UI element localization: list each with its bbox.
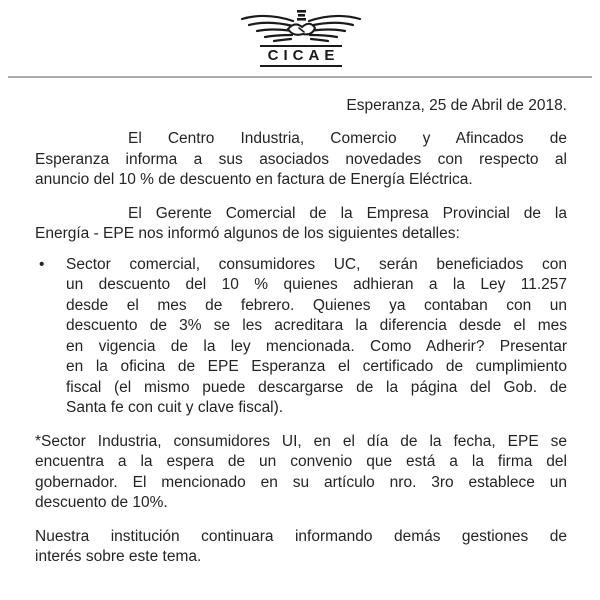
paragraph (35, 129, 567, 191)
text-line: interés sobre este tema. (35, 548, 202, 565)
text-line: Energía - EPE nos informó algunos de los siguientes detalles: (35, 225, 460, 242)
letterhead (35, 8, 567, 67)
paragraph (35, 527, 567, 568)
letterhead-divider (8, 76, 592, 78)
date-line: Esperanza, 25 de Abril de 2018. (346, 97, 567, 114)
text-line: Sector comercial, consumidores UC, serán beneficiados con (66, 255, 567, 273)
text-line: en la oficina de EPE Esperanza el certificado de cumplimiento (66, 358, 567, 375)
text-line: descuento de 10%. (35, 494, 168, 511)
bullet-marker: • (39, 255, 45, 273)
letter-body (35, 129, 567, 568)
text-line: descuento de 3% se les acreditara la diferencia desde el mes (66, 317, 567, 334)
text-line: fiscal (el mismo puede descargarse de la página del Gob. de (66, 378, 567, 396)
cicae-logo (238, 8, 364, 67)
text-line: un descuento del 10 % quienes adhieran a la Ley 11.257 (66, 276, 567, 293)
paragraph (35, 204, 567, 245)
text-line: El Centro Industria, Comercio y Afincados de (128, 130, 567, 147)
text-line: en vigencia de la ley mencionada. Como Adherir? Presentar (66, 337, 567, 355)
logo-text: CICAE (260, 45, 343, 67)
text-line: encuentra a la espera de un convenio que está a la firma del (35, 453, 567, 470)
wings-handshake-icon (238, 8, 364, 44)
text-line: gobernador. El mencionado en su artículo nro. 3ro establece un (35, 473, 567, 491)
text-line: *Sector Industria, consumidores UI, en el día de la fecha, EPE se (35, 432, 567, 450)
bullet-text (66, 255, 567, 419)
bullet-paragraph (35, 255, 567, 419)
text-line: Nuestra institución continuara informando demás gestiones de (35, 527, 567, 545)
paragraph (35, 432, 567, 514)
text-line: anuncio del 10 % de descuento en factura de Energía Eléctrica. (35, 171, 473, 188)
text-line: Esperanza informa a sus asociados novedades con respecto al (35, 150, 567, 168)
text-line: desde el mes de febrero. Quienes ya contaban con un (66, 296, 567, 314)
text-line: Santa fe con cuit y clave fiscal). (66, 399, 284, 416)
text-line: El Gerente Comercial de la Empresa Provincial de la (128, 204, 567, 222)
